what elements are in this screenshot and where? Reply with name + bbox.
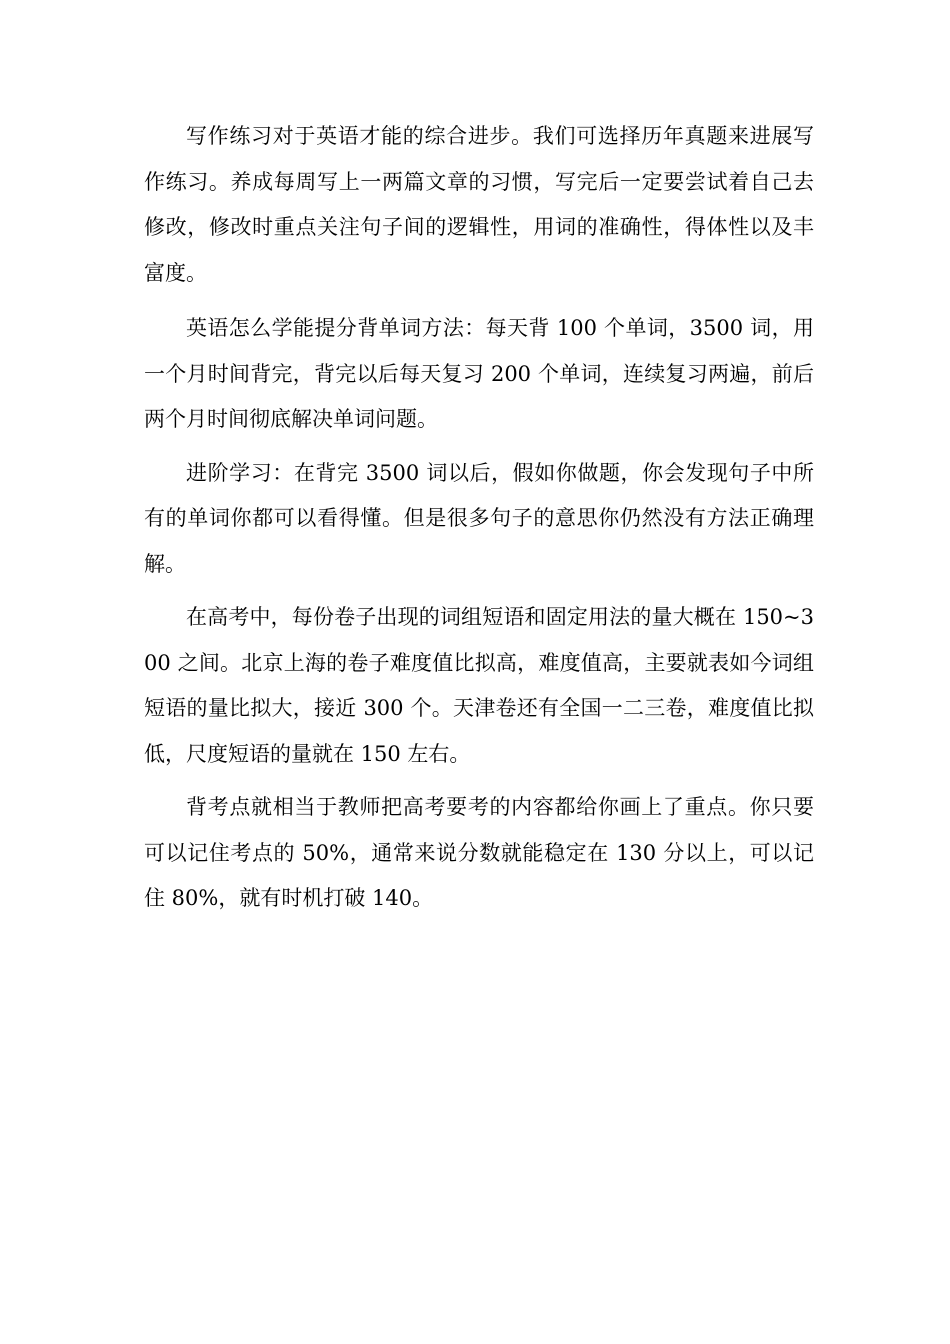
paragraph-phrases-exam: 在高考中，每份卷子出现的词组短语和固定用法的量大概在 150~300 之间。北京上海的卷子难度值比拟高，难度值高，主要就表如今词组短语的量比拟大，接近 300 个。天津卷还有全国一二三卷，难度值比拟低，尺度短语的量就在 150 左右。 [144, 605, 814, 766]
paragraph-vocabulary-method: 英语怎么学能提分背单词方法：每天背 100 个单词，3500 词，用一个月时间背完，背完以后每天复习 200 个单词，连续复习两遍，前后两个月时间彻底解决单词问题。 [144, 316, 814, 431]
paragraph-key-points: 背考点就相当于教师把高考要考的内容都给你画上了重点。你只要可以记住考点的 50%，通常来说分数就能稳定在 130 分以上，可以记住 80%，就有时机打破 140。 [144, 795, 814, 910]
paragraph-writing-practice: 写作练习对于英语才能的综合进步。我们可选择历年真题来进展写作练习。养成每周写上一两篇文章的习惯，写完后一定要尝试着自己去修改，修改时重点关注句子间的逻辑性，用词的准确性，得体性以及丰富度。 [144, 124, 814, 285]
paragraph-advanced-study: 进阶学习：在背完 3500 词以后，假如你做题，你会发现句子中所有的单词你都可以看得懂。但是很多句子的意思你仍然没有方法正确理解。 [144, 460, 814, 576]
document-body [144, 114, 814, 930]
